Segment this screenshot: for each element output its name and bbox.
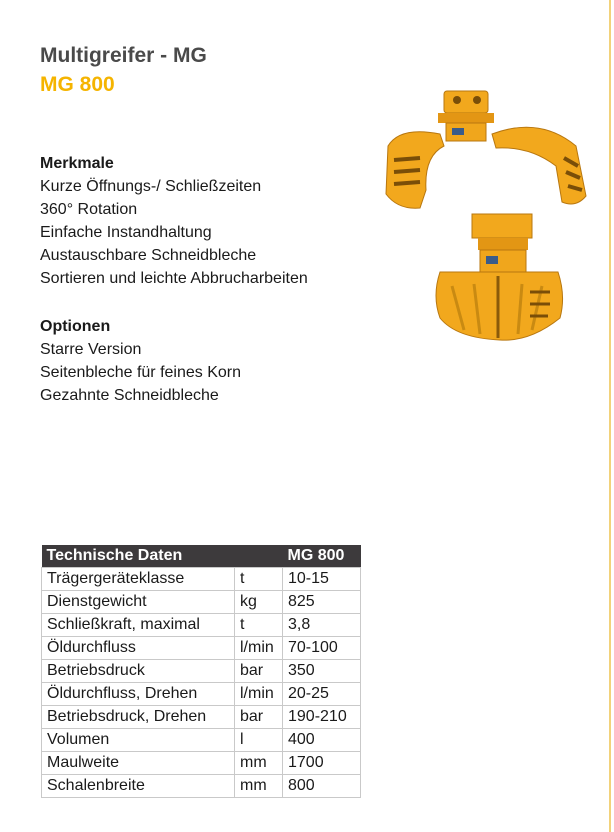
param-value: 350 xyxy=(283,660,361,683)
option-item: Seitenbleche für feines Korn xyxy=(40,364,242,381)
param-value: 800 xyxy=(283,775,361,798)
feature-item: 360° Rotation xyxy=(40,201,138,218)
param-name: Dienstgewicht xyxy=(42,591,235,614)
param-unit: l xyxy=(235,729,283,752)
options-heading: Optionen xyxy=(40,318,111,335)
open-grab-image xyxy=(386,91,586,208)
param-value: 1700 xyxy=(283,752,361,775)
table-header-label: Technische Daten xyxy=(42,545,283,568)
table-row xyxy=(42,683,361,706)
param-unit: mm xyxy=(235,775,283,798)
feature-item: Einfache Instandhaltung xyxy=(40,224,212,241)
param-unit: bar xyxy=(235,706,283,729)
param-name: Öldurchfluss, Drehen xyxy=(42,683,235,706)
param-unit: bar xyxy=(235,660,283,683)
product-images xyxy=(380,86,600,346)
param-name: Schalenbreite xyxy=(42,775,235,798)
table-row xyxy=(42,591,361,614)
table-row xyxy=(42,614,361,637)
table-row xyxy=(42,775,361,798)
table-header-model: MG 800 xyxy=(283,545,361,568)
technical-data-table xyxy=(41,545,361,798)
features-heading: Merkmale xyxy=(40,155,114,172)
feature-item: Sortieren und leichte Abbrucharbeiten xyxy=(40,270,308,287)
page-edge-rule xyxy=(609,0,611,832)
param-value: 400 xyxy=(283,729,361,752)
feature-item: Austauschbare Schneidbleche xyxy=(40,247,257,264)
param-unit: mm xyxy=(235,752,283,775)
param-value: 190-210 xyxy=(283,706,361,729)
param-unit: t xyxy=(235,614,283,637)
feature-item: Kurze Öffnungs-/ Schließzeiten xyxy=(40,178,262,195)
param-unit: l/min xyxy=(235,683,283,706)
param-unit: l/min xyxy=(235,637,283,660)
param-name: Schließkraft, maximal xyxy=(42,614,235,637)
param-name: Trägergeräteklasse xyxy=(42,568,235,591)
param-name: Öldurchfluss xyxy=(42,637,235,660)
param-value: 70-100 xyxy=(283,637,361,660)
param-name: Maulweite xyxy=(42,752,235,775)
table-row xyxy=(42,637,361,660)
table-row xyxy=(42,729,361,752)
page-title: Multigreifer - MG xyxy=(40,44,207,67)
param-unit: t xyxy=(235,568,283,591)
option-item: Starre Version xyxy=(40,341,142,358)
param-value: 20-25 xyxy=(283,683,361,706)
param-value: 825 xyxy=(283,591,361,614)
param-unit: kg xyxy=(235,591,283,614)
table-row xyxy=(42,706,361,729)
table-header-row xyxy=(42,545,361,568)
options-section xyxy=(40,315,241,407)
param-value: 3,8 xyxy=(283,614,361,637)
model-name: MG 800 xyxy=(40,73,115,96)
table-row xyxy=(42,568,361,591)
param-name: Betriebsdruck, Drehen xyxy=(42,706,235,729)
option-item: Gezahnte Schneidbleche xyxy=(40,387,219,404)
closed-grab-image xyxy=(436,214,563,340)
param-name: Betriebsdruck xyxy=(42,660,235,683)
table-row xyxy=(42,752,361,775)
features-section xyxy=(40,152,308,290)
table-row xyxy=(42,660,361,683)
param-value: 10-15 xyxy=(283,568,361,591)
param-name: Volumen xyxy=(42,729,235,752)
